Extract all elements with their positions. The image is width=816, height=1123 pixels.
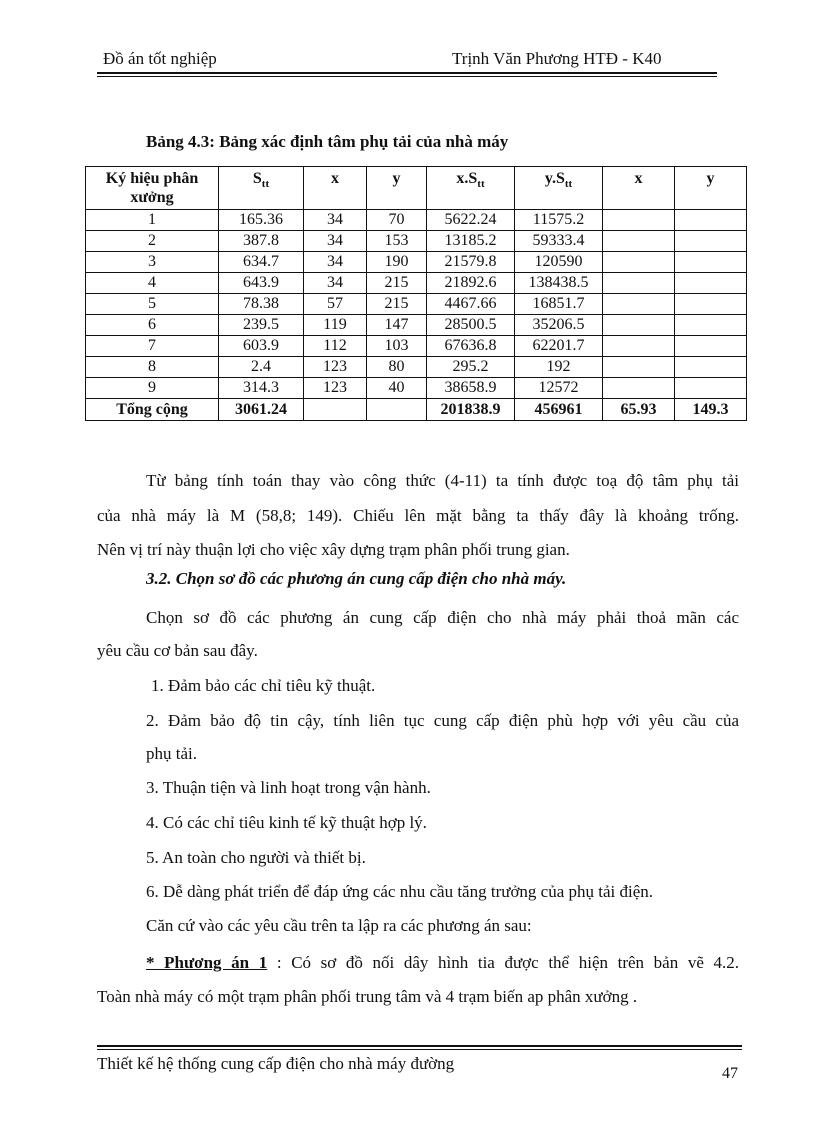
header-rule — [97, 72, 717, 74]
table-cell: 11575.2 — [515, 210, 603, 231]
table-cell: 138438.5 — [515, 273, 603, 294]
table-cell: 3 — [86, 252, 219, 273]
list-item: 6. Dễ dàng phát triển để đáp ứng các nhu cầu tăng trưởng của phụ tải điện. — [146, 882, 654, 901]
total-cell: 65.93 — [603, 399, 675, 421]
table-cell: 21892.6 — [427, 273, 515, 294]
table-total-row — [86, 399, 747, 421]
table-cell: 62201.7 — [515, 336, 603, 357]
table-cell: 67636.8 — [427, 336, 515, 357]
footer-rule — [97, 1045, 742, 1047]
table-cell: 1 — [86, 210, 219, 231]
table-cell: 38658.9 — [427, 378, 515, 399]
table-cell — [603, 315, 675, 336]
table-cell: 70 — [367, 210, 427, 231]
col-header-y: y — [367, 167, 427, 210]
table-cell — [675, 336, 747, 357]
total-cell: 149.3 — [675, 399, 747, 421]
table-cell — [603, 210, 675, 231]
table-cell: 2.4 — [219, 357, 304, 378]
table-cell — [603, 273, 675, 294]
table-cell: 8 — [86, 357, 219, 378]
total-cell: Tổng cộng — [86, 399, 219, 421]
table-cell — [603, 294, 675, 315]
list-item: 2. Đảm bảo độ tin cậy, tính liên tục cung cấp điện phù hợp với yêu cầu của — [146, 711, 739, 730]
table-cell: 80 — [367, 357, 427, 378]
table-row — [86, 336, 747, 357]
total-cell: 3061.24 — [219, 399, 304, 421]
table-row — [86, 294, 747, 315]
table-cell: 28500.5 — [427, 315, 515, 336]
option-1-label: * Phương án 1 — [146, 953, 268, 972]
table-cell: 4467.66 — [427, 294, 515, 315]
table-cell: 7 — [86, 336, 219, 357]
table-cell — [675, 315, 747, 336]
table-cell: 34 — [304, 210, 367, 231]
table-cell: 295.2 — [427, 357, 515, 378]
option-1-line-2: Toàn nhà máy có một trạm phân phối trung tâm và 4 trạm biến ap phân xưởng . — [97, 987, 638, 1006]
table-cell: 34 — [304, 252, 367, 273]
table-cell — [675, 210, 747, 231]
table-cell: 35206.5 — [515, 315, 603, 336]
table-cell: 16851.7 — [515, 294, 603, 315]
table-cell: 12572 — [515, 378, 603, 399]
list-item: 5. An toàn cho người và thiết bị. — [146, 848, 366, 867]
header-left: Đồ án tốt nghiệp — [103, 49, 217, 68]
table-cell: 4 — [86, 273, 219, 294]
table-cell: 387.8 — [219, 231, 304, 252]
table-caption: Bảng 4.3: Bảng xác định tâm phụ tải của nhà máy — [146, 132, 509, 151]
table-body — [86, 210, 747, 399]
table-cell: 314.3 — [219, 378, 304, 399]
table-row — [86, 357, 747, 378]
table-cell: 2 — [86, 231, 219, 252]
col-header-workshop: Ký hiệu phân xưởng — [86, 167, 219, 210]
table-cell: 5 — [86, 294, 219, 315]
table-cell: 5622.24 — [427, 210, 515, 231]
table-cell: 34 — [304, 231, 367, 252]
col-header-xstt: $x.S_{tt}$ — [427, 167, 515, 210]
table-cell — [675, 357, 747, 378]
table-cell: 78.38 — [219, 294, 304, 315]
table-cell: 190 — [367, 252, 427, 273]
paragraph-2-line-2: yêu cầu cơ bản sau đây. — [97, 641, 258, 660]
table-cell: 643.9 — [219, 273, 304, 294]
total-cell: 201838.9 — [427, 399, 515, 421]
header-rule-thin — [97, 76, 717, 77]
table-cell: 192 — [515, 357, 603, 378]
table-cell: 9 — [86, 378, 219, 399]
table-cell: 215 — [367, 273, 427, 294]
table-cell — [603, 336, 675, 357]
table-cell: 57 — [304, 294, 367, 315]
table-cell: 103 — [367, 336, 427, 357]
table-cell — [603, 252, 675, 273]
table-cell — [675, 273, 747, 294]
total-cell: 456961 — [515, 399, 603, 421]
option-1-line-1: * Phương án 1 : Có sơ đồ nối dây hình tia được thể hiện trên bản vẽ 4.2. — [146, 953, 739, 972]
table-cell — [675, 231, 747, 252]
table-cell: 13185.2 — [427, 231, 515, 252]
table-cell — [675, 294, 747, 315]
table-cell — [603, 378, 675, 399]
table-cell: 119 — [304, 315, 367, 336]
col-header-x: x — [304, 167, 367, 210]
paragraph-1-line-2: của nhà máy là M (58,8; 149). Chiếu lên mặt bằng ta thấy đây là khoảng trống. — [97, 506, 739, 525]
table-cell: 165.36 — [219, 210, 304, 231]
table-cell: 34 — [304, 273, 367, 294]
table-cell: 603.9 — [219, 336, 304, 357]
total-cell — [367, 399, 427, 421]
col-header-x-center: x — [603, 167, 675, 210]
table-cell: 215 — [367, 294, 427, 315]
table-cell: 239.5 — [219, 315, 304, 336]
table-cell: 123 — [304, 378, 367, 399]
table-cell: 6 — [86, 315, 219, 336]
col-header-ystt: $y.S_{tt}$ — [515, 167, 603, 210]
footer-rule-thin — [97, 1049, 742, 1050]
table-header-row — [86, 167, 747, 210]
paragraph-2-line-1: Chọn sơ đồ các phương án cung cấp điện cho nhà máy phải thoả mãn các — [146, 608, 739, 627]
list-item: 4. Có các chỉ tiêu kinh tế kỹ thuật hợp lý. — [146, 813, 427, 832]
list-item-continuation: phụ tải. — [146, 744, 197, 763]
table-cell: 153 — [367, 231, 427, 252]
section-heading: 3.2. Chọn sơ đồ các phương án cung cấp điện cho nhà máy. — [146, 569, 567, 588]
table-cell: 21579.8 — [427, 252, 515, 273]
table-cell — [675, 252, 747, 273]
table-cell — [603, 231, 675, 252]
col-header-y-center: y — [675, 167, 747, 210]
table-row — [86, 210, 747, 231]
table-row — [86, 273, 747, 294]
table-row — [86, 315, 747, 336]
list-item: 1. Đảm bảo các chỉ tiêu kỹ thuật. — [151, 676, 376, 695]
table-cell: 40 — [367, 378, 427, 399]
paragraph-3: Căn cứ vào các yêu cầu trên ta lập ra các phương án sau: — [146, 916, 532, 935]
footer-title: Thiết kế hệ thống cung cấp điện cho nhà máy đường — [97, 1054, 455, 1073]
table-cell: 634.7 — [219, 252, 304, 273]
page-number: 47 — [722, 1065, 738, 1082]
list-item: 3. Thuận tiện và linh hoạt trong vận hành. — [146, 778, 431, 797]
table-cell — [675, 378, 747, 399]
table-cell: 112 — [304, 336, 367, 357]
table-cell: 120590 — [515, 252, 603, 273]
table-row — [86, 231, 747, 252]
table-row — [86, 378, 747, 399]
paragraph-1-line-3: Nên vị trí này thuận lợi cho việc xây dựng trạm phân phối trung gian. — [97, 540, 570, 559]
header-right: Trịnh Văn Phương HTĐ - K40 — [452, 49, 662, 68]
table-cell: 123 — [304, 357, 367, 378]
paragraph-1-line-1: Từ bảng tính toán thay vào công thức (4-11) ta tính được toạ độ tâm phụ tải — [146, 471, 739, 490]
total-cell — [304, 399, 367, 421]
table-row — [86, 252, 747, 273]
table-cell: 147 — [367, 315, 427, 336]
table-cell — [603, 357, 675, 378]
table-cell: 59333.4 — [515, 231, 603, 252]
load-center-table — [85, 166, 747, 421]
col-header-stt: $S_{tt}$ — [219, 167, 304, 210]
